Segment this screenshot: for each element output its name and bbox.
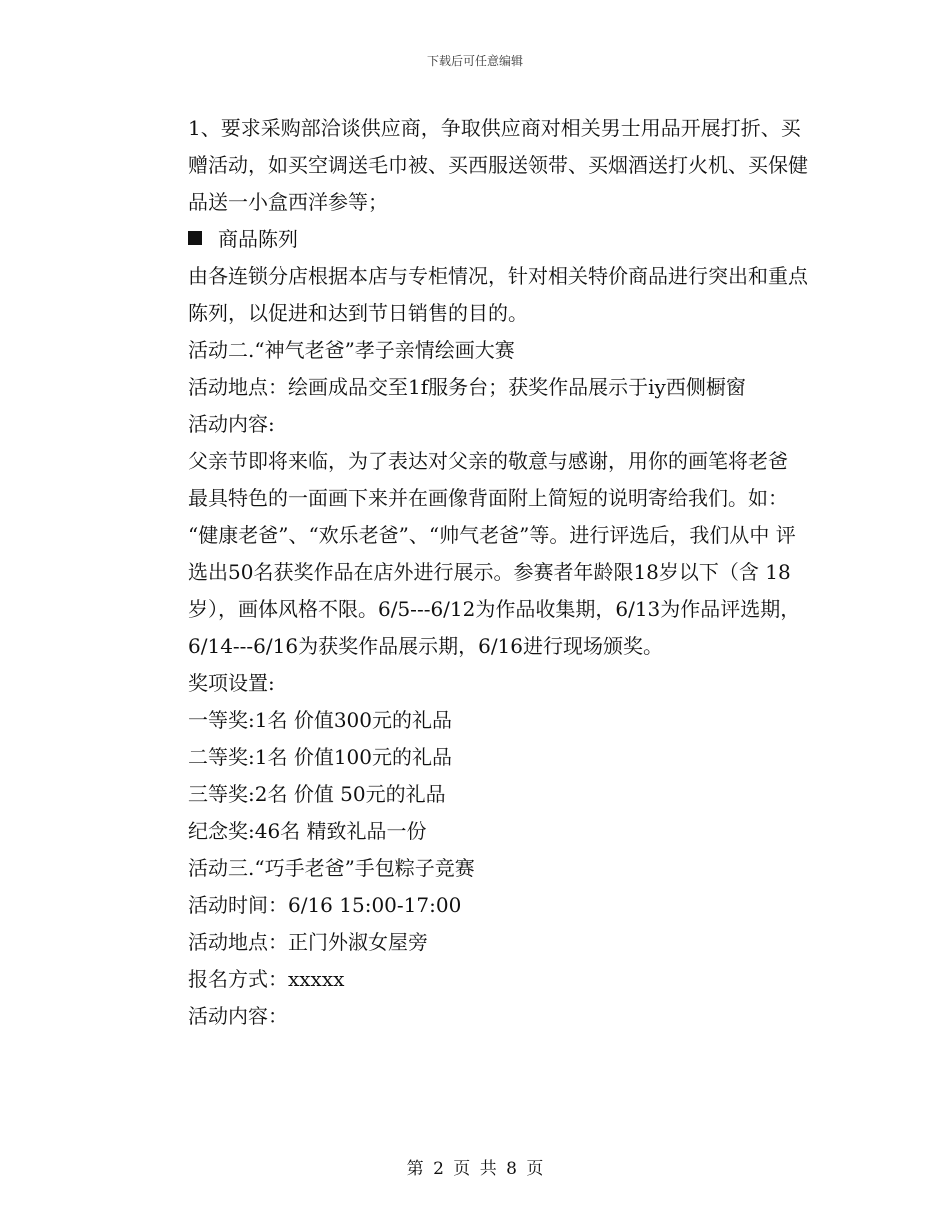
award-first: 一等奖:1名 价值300元的礼品 xyxy=(188,708,452,732)
activity3-time: 活动时间：6/16 15:00-17:00 xyxy=(188,893,462,917)
award-second: 二等奖:1名 价值100元的礼品 xyxy=(188,745,452,769)
section-heading-display xyxy=(142,221,810,258)
page-number: 第 2 页 共 8 页 xyxy=(406,1159,544,1179)
activity3-title: 活动三.“巧手老爸”手包粽子竞赛 xyxy=(188,856,475,880)
activity2-content: 父亲节即将来临，为了表达对父亲的敬意与感谢，用你的画笔将老爸 最具特色的一面画下来并在画像背面附上简短的说明寄给我们。如： “健康老爸”、“欢乐老爸”、“帅气老爸”等。进行评选后，我们从中 评选出50名获奖作品在店外进行展示。参赛者年龄限18岁以下（含 18岁），画体风格不限。6/5---6/12为作品收集期，6/13为作品评选期，6/14---6/16为获奖作品展示期，6/16进行现场颁奖。 xyxy=(188,449,801,658)
page-header-note: 下载后可任意编辑 xyxy=(426,54,523,68)
award-third: 三等奖:2名 价值 50元的礼品 xyxy=(188,782,446,806)
activity2-location: 活动地点：绘画成品交至1f服务台；获奖作品展示于iy西侧橱窗 xyxy=(188,375,746,399)
activity3-content-label: 活动内容： xyxy=(188,1004,288,1028)
awards-label: 奖项设置: xyxy=(188,671,275,695)
award-commemorative: 纪念奖:46名 精致礼品一份 xyxy=(188,819,427,843)
section-heading-text: 商品陈列 xyxy=(218,227,298,251)
activity3-location: 活动地点：正门外淑女屋旁 xyxy=(188,930,428,954)
paragraph-display: 由各连锁分店根据本店与专柜情况，针对相关特价商品进行突出和重点陈列，以促进和达到节日销售的目的。 xyxy=(188,264,808,325)
square-bullet-icon xyxy=(188,231,202,245)
paragraph-procurement: 1、要求采购部洽谈供应商，争取供应商对相关男士用品开展打折、买赠活动，如买空调送毛巾被、买西服送领带、买烟酒送打火机、买保健品送一小盒西洋参等； xyxy=(188,116,808,214)
activity3-signup: 报名方式：xxxxx xyxy=(188,967,345,991)
activity2-title: 活动二.“神气老爸”孝子亲情绘画大赛 xyxy=(188,338,515,362)
document-body xyxy=(142,110,810,1035)
activity2-content-label: 活动内容: xyxy=(188,412,275,436)
